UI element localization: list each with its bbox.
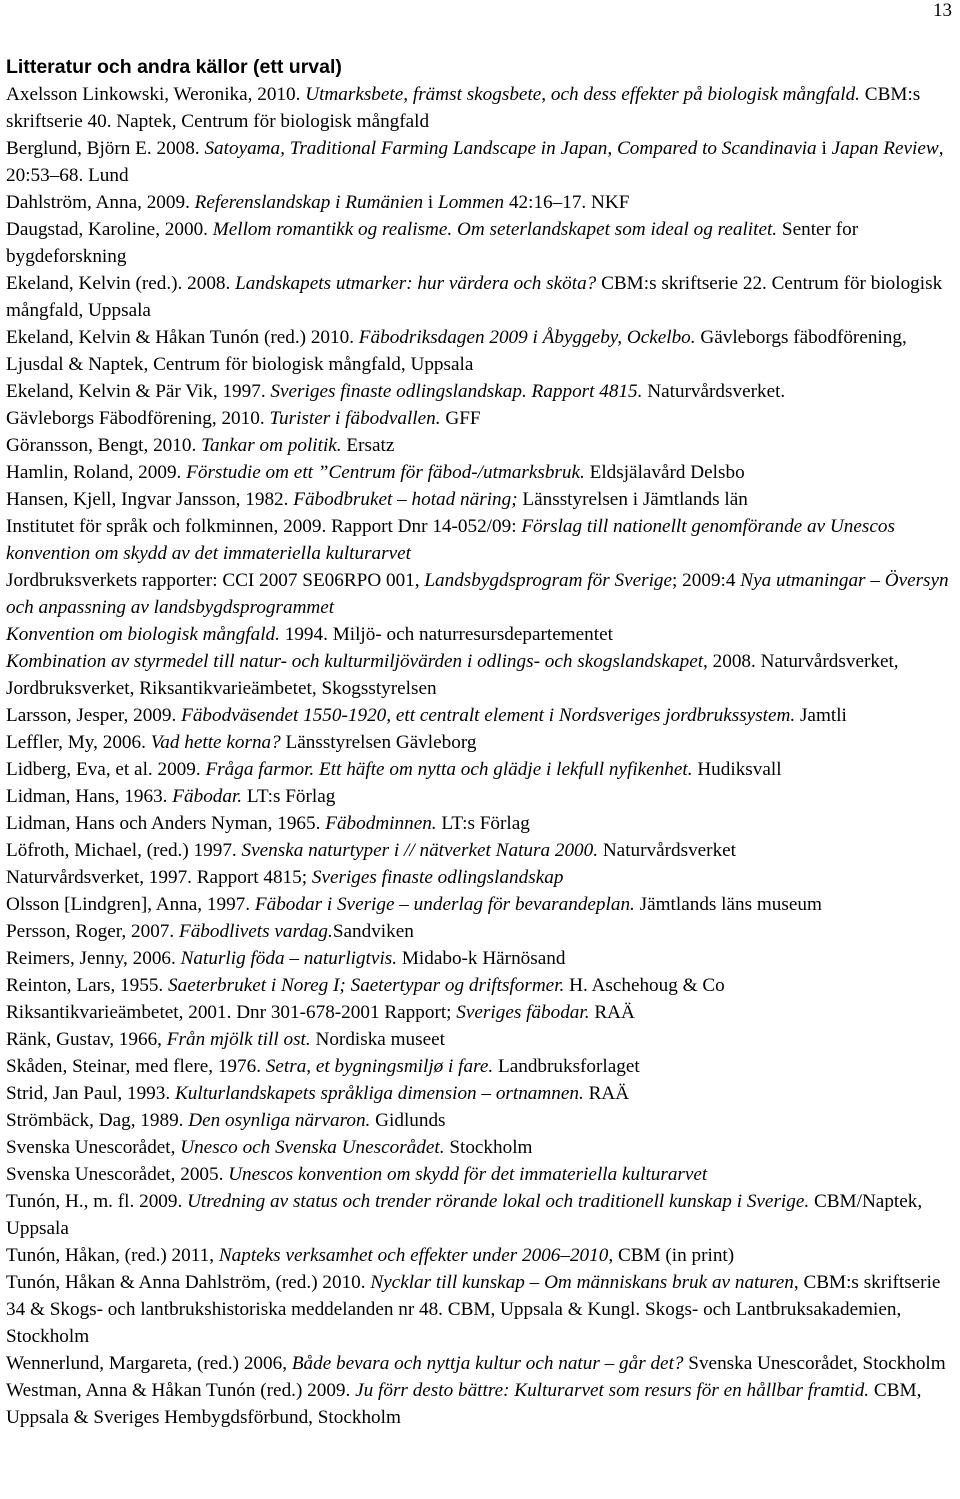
reference-text: Jämtlands läns museum xyxy=(634,894,822,915)
reference-title: Vad hette korna? xyxy=(150,732,281,753)
reference-text: Jamtli xyxy=(795,705,847,726)
reference-text: Sandviken xyxy=(332,921,414,942)
reference-text: Svenska Unescorådet, 2005. xyxy=(6,1164,229,1185)
reference-text: Länsstyrelsen Gävleborg xyxy=(280,732,477,753)
reference-entry xyxy=(6,1350,956,1377)
reference-entry xyxy=(6,216,956,270)
reference-title: Fäbodminnen. xyxy=(325,813,437,834)
reference-title: Förslag till nationellt genomförande av Unescos konvention om skydd av det immateriella kulturarvet xyxy=(6,516,895,564)
reference-title: Kulturlandskapets språkliga dimension – ortnamnen. xyxy=(174,1083,584,1104)
reference-text: i xyxy=(423,192,439,213)
reference-entry xyxy=(6,135,956,189)
reference-text: RAÄ xyxy=(583,1083,630,1104)
reference-text: H. Aschehoug & Co xyxy=(564,975,725,996)
reference-title: Lommen xyxy=(438,192,505,213)
reference-entry xyxy=(6,1242,956,1269)
reference-entry xyxy=(6,1107,956,1134)
reference-entry xyxy=(6,837,956,864)
reference-title: Både bevara och nyttja kultur och natur – går det? xyxy=(291,1353,684,1374)
reference-text: Institutet för språk och folkminnen, 2009. Rapport Dnr 14-052/09: xyxy=(6,516,522,537)
reference-entry xyxy=(6,729,956,756)
reference-entry xyxy=(6,648,956,702)
reference-title: Napteks verksamhet och effekter under 2006–2010 xyxy=(218,1245,609,1266)
reference-title: Nycklar till kunskap – Om människans bruk av naturen xyxy=(370,1272,794,1293)
reference-text: CBM/Naptek, Uppsala xyxy=(6,1191,923,1239)
reference-text: Leffler, My, 2006. xyxy=(6,732,151,753)
reference-title: Kombination av styrmedel till natur- och kulturmiljövärden i odlings- och skogslandskapet xyxy=(6,651,704,672)
reference-title: Japan Review xyxy=(831,138,939,159)
reference-text: LT:s Förlag xyxy=(436,813,530,834)
reference-title: Naturlig föda – naturligtvis. xyxy=(180,948,398,969)
reference-text: Lidman, Hans, 1963. xyxy=(6,786,173,807)
page-number: 13 xyxy=(933,0,952,21)
reference-text: , 20:53–68. Lund xyxy=(6,138,944,186)
reference-text: Tunón, Håkan & Anna Dahlström, (red.) 2010. xyxy=(6,1272,371,1293)
reference-text: Svenska Unescorådet, xyxy=(6,1137,181,1158)
reference-entry xyxy=(6,702,956,729)
reference-text: 1994. Miljö- och naturresursdepartementet xyxy=(279,624,613,645)
reference-text: Midabo-k Härnösand xyxy=(397,948,566,969)
reference-text: , CBM (in print) xyxy=(608,1245,735,1266)
reference-text: Westman, Anna & Håkan Tunón (red.) 2009. xyxy=(6,1380,356,1401)
reference-entry xyxy=(6,621,956,648)
reference-text: Länsstyrelsen i Jämtlands län xyxy=(517,489,748,510)
reference-text: Ersatz xyxy=(341,435,395,456)
reference-entry xyxy=(6,1188,956,1242)
reference-title: Sveriges fäbodar. xyxy=(456,1002,590,1023)
reference-text: Lidman, Hans och Anders Nyman, 1965. xyxy=(6,813,326,834)
reference-text: Riksantikvarieämbetet, 2001. Dnr 301-678-2001 Rapport; xyxy=(6,1002,457,1023)
reference-entry xyxy=(6,459,956,486)
reference-title: Setra, et bygningsmiljø i fare. xyxy=(265,1056,494,1077)
reference-text: GFF xyxy=(440,408,481,429)
reference-entry xyxy=(6,1080,956,1107)
reference-title: Landsbygdsprogram för Sverige xyxy=(424,570,673,591)
reference-entry xyxy=(6,81,956,135)
reference-text: Strömbäck, Dag, 1989. xyxy=(6,1110,189,1131)
reference-title: Fäbodar. xyxy=(172,786,243,807)
reference-text: 42:16–17. NKF xyxy=(504,192,630,213)
reference-entry xyxy=(6,1377,956,1431)
reference-text: Persson, Roger, 2007. xyxy=(6,921,179,942)
reference-section xyxy=(6,54,956,1431)
reference-title: Fäbodväsendet 1550-1920, ett centralt element i Nordsveriges jordbrukssystem. xyxy=(181,705,796,726)
reference-text: Jordbruksverkets rapporter: CCI 2007 SE06RPO 001, xyxy=(6,570,425,591)
reference-entry xyxy=(6,486,956,513)
reference-title: Svenska naturtyper i // nätverket Natura 2000. xyxy=(241,840,599,861)
reference-title: Sveriges finaste odlingslandskap. Rapport 4815. xyxy=(270,381,643,402)
reference-text: Reinton, Lars, 1955. xyxy=(6,975,169,996)
reference-text: Löfroth, Michael, (red.) 1997. xyxy=(6,840,242,861)
reference-entry xyxy=(6,945,956,972)
reference-entry xyxy=(6,756,956,783)
reference-title: Fäbodriksdagen 2009 i Åbyggeby, Ockelbo. xyxy=(358,327,696,348)
reference-title: Unescos konvention om skydd för det immateriella kulturarvet xyxy=(228,1164,708,1185)
reference-title: Sveriges finaste odlingslandskap xyxy=(311,867,564,888)
reference-text: Landbruksforlaget xyxy=(493,1056,640,1077)
reference-text: Hamlin, Roland, 2009. xyxy=(6,462,187,483)
reference-entry xyxy=(6,810,956,837)
reference-text: Svenska Unescorådet, Stockholm xyxy=(683,1353,946,1374)
reference-text: Nordiska museet xyxy=(310,1029,445,1050)
reference-text: Daugstad, Karoline, 2000. xyxy=(6,219,213,240)
reference-text: Ekeland, Kelvin & Pär Vik, 1997. xyxy=(6,381,271,402)
reference-text: Berglund, Björn E. 2008. xyxy=(6,138,205,159)
reference-text: Ränk, Gustav, 1966, xyxy=(6,1029,167,1050)
reference-text: Axelsson Linkowski, Weronika, 2010. xyxy=(6,84,306,105)
reference-text: i xyxy=(816,138,832,159)
reference-text: Senter for bygdeforskning xyxy=(6,219,859,267)
reference-title: Satoyama, Traditional Farming Landscape in Japan, Compared to Scandinavia xyxy=(204,138,817,159)
reference-text: CBM, Uppsala & Sveriges Hembygdsförbund, Stockholm xyxy=(6,1380,922,1428)
reference-text: Skåden, Steinar, med flere, 1976. xyxy=(6,1056,266,1077)
reference-entry xyxy=(6,891,956,918)
reference-entry xyxy=(6,1269,956,1350)
reference-text: CBM:s skriftserie 40. Naptek, Centrum för biologisk mångfald xyxy=(6,84,921,132)
reference-entry xyxy=(6,918,956,945)
reference-text: Olsson [Lindgren], Anna, 1997. xyxy=(6,894,255,915)
reference-list xyxy=(6,81,956,1431)
reference-text: , 2008. Naturvårdsverket, Jordbruksverket, Riksantikvarieämbetet, Skogsstyrelsen xyxy=(6,651,899,699)
reference-text: Lidberg, Eva, et al. 2009. xyxy=(6,759,206,780)
reference-text: Ekeland, Kelvin & Håkan Tunón (red.) 2010. xyxy=(6,327,359,348)
reference-entry xyxy=(6,1161,956,1188)
reference-text: Naturvårdsverket. xyxy=(642,381,786,402)
reference-text: Gidlunds xyxy=(370,1110,446,1131)
reference-text: Naturvårdsverket, 1997. Rapport 4815; xyxy=(6,867,312,888)
reference-entry xyxy=(6,999,956,1026)
reference-text: , CBM:s skriftserie 34 & Skogs- och lantbrukshistoriska meddelanden nr 48. CBM, Uppsala & Kungl. Skogs- och Lantbruksakademien, Stockholm xyxy=(6,1272,941,1347)
reference-text: Larsson, Jesper, 2009. xyxy=(6,705,182,726)
reference-entry xyxy=(6,1026,956,1053)
reference-entry xyxy=(6,972,956,999)
reference-entry xyxy=(6,189,956,216)
reference-title: Landskapets utmarker: hur värdera och sköta? xyxy=(235,273,597,294)
reference-text: Göransson, Bengt, 2010. xyxy=(6,435,202,456)
reference-entry xyxy=(6,324,956,378)
reference-text: CBM:s skriftserie 22. Centrum för biologisk mångfald, Uppsala xyxy=(6,273,943,321)
reference-text: Ekeland, Kelvin (red.). 2008. xyxy=(6,273,236,294)
reference-entry xyxy=(6,783,956,810)
reference-text: Dahlström, Anna, 2009. xyxy=(6,192,195,213)
reference-title: Konvention om biologisk mångfald. xyxy=(6,624,280,645)
reference-entry xyxy=(6,405,956,432)
reference-text: RAÄ xyxy=(589,1002,635,1023)
reference-title: Saeterbruket i Noreg I; Saetertypar og driftsformer. xyxy=(168,975,565,996)
reference-text: Gävleborgs fäbodförening, Ljusdal & Naptek, Centrum för biologisk mångfald, Uppsala xyxy=(6,327,907,375)
reference-title: Turister i fäbodvallen. xyxy=(269,408,441,429)
reference-entry xyxy=(6,513,956,567)
reference-entry xyxy=(6,270,956,324)
reference-title: Unesco och Svenska Unescorådet. xyxy=(180,1137,445,1158)
reference-text: Tunón, Håkan, (red.) 2011, xyxy=(6,1245,219,1266)
reference-title: Förstudie om ett ”Centrum för fäbod-/utmarksbruk. xyxy=(186,462,585,483)
reference-title: Den osynliga närvaron. xyxy=(188,1110,371,1131)
reference-entry xyxy=(6,432,956,459)
reference-entry xyxy=(6,864,956,891)
reference-text: Hudiksvall xyxy=(692,759,782,780)
reference-entry xyxy=(6,1053,956,1080)
reference-text: Strid, Jan Paul, 1993. xyxy=(6,1083,175,1104)
reference-title: Ju förr desto bättre: Kulturarvet som resurs för en hållbar framtid. xyxy=(355,1380,870,1401)
reference-title: Mellom romantikk og realisme. Om seterlandskapet som ideal og realitet. xyxy=(212,219,778,240)
reference-entry xyxy=(6,567,956,621)
reference-title: Utmarksbete, främst skogsbete, och dess effekter på biologisk mångfald. xyxy=(305,84,860,105)
reference-text: Wennerlund, Margareta, (red.) 2006, xyxy=(6,1353,292,1374)
reference-text: Naturvårdsverket xyxy=(598,840,737,861)
reference-entry xyxy=(6,378,956,405)
reference-title: Från mjölk till ost. xyxy=(166,1029,311,1050)
reference-title: Fäbodbruket – hotad näring; xyxy=(293,489,518,510)
reference-text: ; 2009:4 xyxy=(672,570,741,591)
reference-title: Fråga farmor. Ett häfte om nytta och glädje i lekfull nyfikenhet. xyxy=(205,759,693,780)
section-heading: Litteratur och andra källor (ett urval) xyxy=(6,56,342,78)
reference-text: Hansen, Kjell, Ingvar Jansson, 1982. xyxy=(6,489,294,510)
reference-entry xyxy=(6,1134,956,1161)
reference-text: Tunón, H., m. fl. 2009. xyxy=(6,1191,188,1212)
reference-title: Nya utmaningar – Översyn och anpassning av landsbygdsprogrammet xyxy=(6,570,949,618)
reference-title: Fäbodar i Sverige – underlag för bevarandeplan. xyxy=(254,894,635,915)
reference-text: Reimers, Jenny, 2006. xyxy=(6,948,181,969)
reference-title: Fäbodlivets vardag. xyxy=(178,921,333,942)
reference-text: Gävleborgs Fäbodförening, 2010. xyxy=(6,408,270,429)
reference-text: Eldsjälavård Delsbo xyxy=(584,462,745,483)
reference-title: Referenslandskap i Rumänien xyxy=(194,192,424,213)
reference-text: Stockholm xyxy=(444,1137,533,1158)
reference-title: Utredning av status och trender rörande lokal och traditionell kunskap i Sverige. xyxy=(187,1191,810,1212)
reference-text: LT:s Förlag xyxy=(242,786,336,807)
reference-title: Tankar om politik. xyxy=(201,435,342,456)
